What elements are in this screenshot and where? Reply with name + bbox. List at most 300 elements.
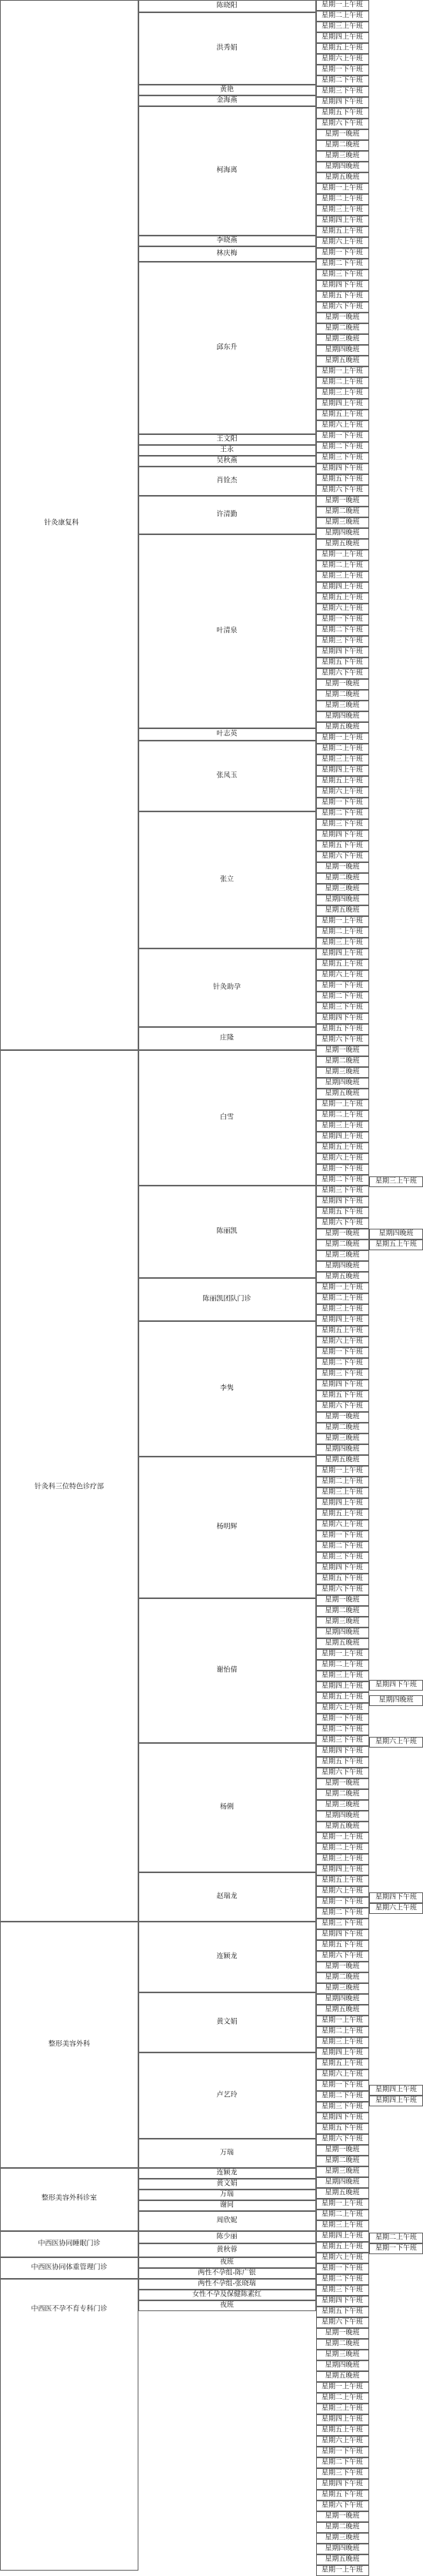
shift-label: 星期六上午班	[321, 238, 364, 246]
shift-label: 星期二晚班	[325, 2156, 360, 2165]
shift-label: 星期三下午班	[321, 87, 364, 95]
doctor-name: 张立	[219, 875, 235, 884]
section-name: 中西医协同体重管理门诊	[31, 2263, 108, 2272]
shift-label: 星期一上午班	[321, 367, 364, 376]
shift-label: 星期四上午班	[321, 400, 364, 408]
extra-shift-label: 星期六上午班	[375, 1904, 418, 1912]
shift-label: 星期五下午班	[321, 1208, 364, 1216]
shift-label: 星期五上午班	[321, 960, 364, 969]
extra-shift-label: 星期四晚班	[378, 1229, 414, 1238]
shift-label: 星期三下午班	[321, 1003, 364, 1012]
shift-label: 星期四上午班	[321, 949, 364, 958]
shift-label: 星期二晚班	[325, 2340, 360, 2348]
shift-label: 星期二下午班	[321, 443, 364, 451]
shift-label: 星期六下午班	[321, 2318, 364, 2327]
shift-label: 星期四上午班	[321, 33, 364, 42]
shift-label: 星期四上午班	[321, 1865, 364, 1874]
shift-label: 星期四晚班	[325, 529, 360, 537]
shift-label: 星期一下午班	[321, 2447, 364, 2456]
shift-label: 星期六上午班	[321, 1337, 364, 1346]
shift-label: 星期一上午班	[321, 734, 364, 742]
shift-label: 星期五上午班	[321, 410, 364, 419]
shift-label: 星期一下午班	[321, 2081, 364, 2089]
shift-label: 星期六上午班	[321, 1521, 364, 1529]
shift-label: 星期五下午班	[321, 2124, 364, 2133]
shift-label: 星期二晚班	[325, 1423, 360, 1432]
shift-label: 星期五上午班	[321, 1876, 364, 1885]
shift-label: 星期三下午班	[321, 1553, 364, 1561]
extra-shift-label: 星期六上午班	[375, 1738, 418, 1746]
shift-label: 星期三上午班	[321, 206, 364, 214]
shift-label: 星期四晚班	[325, 1812, 360, 1820]
shift-label: 星期四下午班	[321, 2113, 364, 2122]
shift-label: 星期三上午班	[321, 1671, 364, 1680]
shift-label: 星期一晚班	[325, 2512, 360, 2521]
shift-label: 星期二晚班	[325, 507, 360, 516]
doctor-name: 陈丽凯团队门诊	[202, 1295, 251, 1303]
doctor-name: 黄秋蓉	[216, 2246, 238, 2254]
shift-label: 星期四下午班	[321, 647, 364, 656]
shift-label: 星期五下午班	[321, 1574, 364, 1583]
shift-label: 星期二上午班	[321, 378, 364, 386]
shift-label: 星期六上午班	[321, 421, 364, 430]
section-name: 中西医协同睡眠门诊	[38, 2240, 101, 2248]
shift-label: 星期一上午班	[321, 2383, 364, 2391]
shift-label: 星期三下午班	[321, 2103, 364, 2111]
shift-label: 星期一晚班	[325, 497, 360, 505]
shift-label: 星期六下午班	[321, 1402, 364, 1410]
shift-label: 星期六上午班	[321, 1154, 364, 1163]
shift-label: 星期六上午班	[321, 55, 364, 63]
shift-label: 星期二上午班	[321, 1477, 364, 1486]
shift-label: 星期二晚班	[325, 1057, 360, 1066]
shift-label: 星期六上午班	[321, 2070, 364, 2079]
shift-label: 星期四下午班	[321, 1014, 364, 1022]
doctor-name: 张凤玉	[216, 771, 238, 780]
shift-label: 星期四上午班	[321, 2049, 364, 2057]
shift-label: 星期四下午班	[321, 1197, 364, 1206]
shift-label: 星期一上午班	[321, 1467, 364, 1475]
shift-label: 星期三下午班	[321, 1370, 364, 1378]
shift-label: 星期三上午班	[321, 389, 364, 397]
shift-label: 星期二上午班	[321, 12, 364, 20]
shift-label: 星期一晚班	[325, 1229, 360, 1238]
shift-label: 星期二下午班	[321, 2458, 364, 2467]
shift-label: 星期四上午班	[321, 2415, 364, 2424]
doctor-name: 庄隆	[219, 1034, 235, 1042]
shift-label: 星期三晚班	[325, 1801, 360, 1809]
shift-label: 星期二上午班	[321, 2210, 364, 2219]
shift-label: 星期一下午班	[321, 432, 364, 440]
doctor-name: 黄艳	[219, 85, 235, 94]
doctor-name: 夜班	[219, 2258, 235, 2267]
shift-label: 星期五上午班	[321, 2059, 364, 2068]
doctor-name: 两性不孕组-陈广银	[198, 2269, 256, 2277]
shift-label: 星期三下午班	[321, 2469, 364, 2477]
shift-label: 星期二晚班	[325, 691, 360, 699]
shift-label: 星期五晚班	[325, 2189, 360, 2197]
shift-label: 星期二上午班	[321, 195, 364, 203]
extra-shift-label: 星期二上午班	[375, 2233, 418, 2242]
shift-label: 星期六下午班	[321, 669, 364, 677]
doctor-name: 万瑞	[219, 2190, 235, 2199]
shift-label: 星期五晚班	[325, 1822, 360, 1831]
shift-label: 星期一下午班	[321, 1165, 364, 1173]
shift-label: 星期六下午班	[321, 2135, 364, 2143]
shift-label: 星期一晚班	[325, 2329, 360, 2337]
shift-label: 星期六上午班	[321, 971, 364, 979]
section-name: 针灸科三位特色诊疗部	[34, 1483, 105, 1491]
doctor-name: 李晓燕	[216, 236, 238, 245]
shift-label: 星期三下午班	[321, 820, 364, 828]
shift-label: 星期二晚班	[325, 1607, 360, 1615]
shift-label: 星期三下午班	[321, 637, 364, 645]
shift-label: 星期六上午班	[321, 1887, 364, 1895]
section-name: 整形美容外科诊室	[41, 2194, 98, 2203]
doctor-name: 陈丽凯	[216, 1227, 238, 1236]
shift-label: 星期三晚班	[325, 2534, 360, 2542]
shift-label: 星期五晚班	[325, 1639, 360, 1648]
shift-label: 星期四上午班	[321, 1132, 364, 1141]
doctor-name: 连颖龙	[216, 1952, 238, 1961]
shift-label: 星期一上午班	[321, 1100, 364, 1109]
shift-label: 星期三上午班	[321, 938, 364, 947]
shift-label: 星期五晚班	[325, 1089, 360, 1098]
shift-label: 星期一下午班	[321, 798, 364, 807]
shift-label: 星期五下午班	[321, 2491, 364, 2499]
shift-label: 星期二下午班	[321, 1542, 364, 1551]
shift-label: 星期二下午班	[321, 2092, 364, 2100]
shift-label: 星期四上午班	[321, 1682, 364, 1691]
shift-label: 星期五上午班	[321, 2426, 364, 2434]
shift-label: 星期五上午班	[321, 777, 364, 785]
section-column-7	[0, 2279, 138, 2571]
shift-label: 星期五晚班	[325, 2372, 360, 2380]
shift-label: 星期三下午班	[321, 2286, 364, 2294]
doctor-name: 杨明辉	[216, 1523, 238, 1531]
shift-label: 星期五下午班	[321, 475, 364, 483]
shift-label: 星期一下午班	[321, 1898, 364, 1906]
shift-label: 星期三晚班	[325, 518, 360, 527]
shift-label: 星期四晚班	[325, 1262, 360, 1270]
shift-label: 星期三上午班	[321, 1488, 364, 1497]
shift-label: 星期三晚班	[325, 1068, 360, 1076]
shift-label: 星期六下午班	[321, 1952, 364, 1960]
shift-label: 星期六下午班	[321, 1585, 364, 1594]
shift-label: 星期四上午班	[321, 216, 364, 225]
shift-label: 星期五晚班	[325, 173, 360, 182]
shift-label: 星期四晚班	[325, 346, 360, 354]
shift-label: 星期三下午班	[321, 1736, 364, 1745]
doctor-name: 两性不孕组-张晓瑞	[198, 2280, 256, 2288]
doctor-name: 谢同	[219, 2201, 235, 2210]
shift-label: 星期三上午班	[321, 755, 364, 764]
doctor-name: 夜班	[219, 2301, 235, 2310]
shift-label: 星期六下午班	[321, 1219, 364, 1227]
shift-label: 星期五晚班	[325, 1456, 360, 1464]
doctor-name: 陈少丽	[216, 2233, 238, 2241]
doctor-name: 柯海离	[216, 166, 238, 175]
shift-label: 星期二下午班	[321, 76, 364, 85]
doctor-name: 女性不孕及保健陈素红	[192, 2290, 262, 2299]
shift-label: 星期三下午班	[321, 1186, 364, 1195]
doctor-name: 连颖龙	[216, 2169, 238, 2177]
shift-label: 星期一上午班	[321, 2016, 364, 2025]
shift-label: 星期五晚班	[325, 723, 360, 731]
shift-label: 星期一晚班	[325, 863, 360, 871]
doctor-name: 邱东升	[216, 343, 238, 352]
shift-label: 星期二下午班	[321, 1359, 364, 1367]
shift-label: 星期二下午班	[321, 1176, 364, 1184]
shift-label: 星期一晚班	[325, 313, 360, 322]
shift-label: 星期二晚班	[325, 2523, 360, 2531]
shift-label: 星期一下午班	[321, 1531, 364, 1540]
shift-label: 星期五上午班	[321, 1510, 364, 1518]
shift-label: 星期三晚班	[325, 1434, 360, 1443]
shift-label: 星期五上午班	[321, 1693, 364, 1701]
extra-shift-label: 星期四晚班	[378, 1696, 414, 1705]
shift-label: 星期二下午班	[321, 1725, 364, 1734]
shift-label: 星期四晚班	[325, 1995, 360, 2003]
shift-label: 星期三晚班	[325, 701, 360, 710]
shift-label: 星期六下午班	[321, 852, 364, 861]
shift-label: 星期六下午班	[321, 2501, 364, 2510]
extra-shift-label: 星期四下午班	[375, 1893, 418, 1902]
shift-label: 星期六上午班	[321, 1704, 364, 1712]
shift-label: 星期二上午班	[321, 1661, 364, 1669]
shift-label: 星期五下午班	[321, 292, 364, 300]
shift-label: 星期一上午班	[321, 917, 364, 925]
doctor-name: 黄文娟	[216, 2180, 238, 2188]
shift-label: 星期五上午班	[321, 44, 364, 52]
shift-label: 星期一晚班	[325, 1046, 360, 1055]
shift-label: 星期五下午班	[321, 1941, 364, 1949]
shift-label: 星期四下午班	[321, 464, 364, 473]
shift-label: 星期二下午班	[321, 992, 364, 1001]
shift-label: 星期二下午班	[321, 626, 364, 634]
shift-label: 星期四下午班	[321, 2480, 364, 2488]
shift-label: 星期五下午班	[321, 109, 364, 117]
shift-label: 星期一晚班	[325, 130, 360, 139]
shift-label: 星期四晚班	[325, 712, 360, 721]
shift-label: 星期四上午班	[321, 2232, 364, 2240]
shift-label: 星期二晚班	[325, 874, 360, 882]
shift-label: 星期一上午班	[321, 184, 364, 192]
doctor-name: 肖铨杰	[216, 477, 238, 485]
shift-label: 星期五下午班	[321, 1391, 364, 1400]
shift-label: 星期三上午班	[321, 2038, 364, 2046]
extra-shift-label: 星期四上午班	[375, 2086, 418, 2094]
shift-label: 星期三晚班	[325, 885, 360, 893]
shift-label: 星期四下午班	[321, 1564, 364, 1572]
shift-label: 星期六下午班	[321, 486, 364, 494]
shift-label: 星期三晚班	[325, 152, 360, 160]
doctor-name: 卢艺玲	[216, 2091, 238, 2099]
shift-label: 星期二晚班	[325, 324, 360, 333]
doctor-name: 谢怡倩	[216, 1666, 238, 1674]
shift-label: 星期二晚班	[325, 141, 360, 149]
shift-label: 星期五下午班	[321, 2307, 364, 2316]
section-name: 中西医不孕不育专科门诊	[31, 2305, 108, 2313]
shift-label: 星期一下午班	[321, 615, 364, 624]
doctor-name: 李隽	[219, 1384, 235, 1393]
shift-label: 星期一晚班	[325, 1596, 360, 1604]
shift-label: 星期三晚班	[325, 1251, 360, 1260]
shift-label: 星期六上午班	[321, 2253, 364, 2262]
shift-label: 星期五晚班	[325, 906, 360, 915]
shift-label: 星期四下午班	[321, 1380, 364, 1389]
shift-label: 星期二上午班	[321, 744, 364, 753]
extra-shift-label: 星期四上午班	[375, 2096, 418, 2105]
extra-shift-label: 星期五上午班	[375, 1240, 418, 1249]
doctor-name: 王永	[219, 446, 235, 454]
shift-label: 星期一下午班	[321, 1715, 364, 1723]
extra-shift-label: 星期三上午班	[375, 1177, 418, 1186]
doctor-name: 吴秋燕	[216, 457, 238, 465]
shift-label: 星期五晚班	[325, 540, 360, 548]
shift-label: 星期五下午班	[321, 841, 364, 850]
shift-label: 星期二上午班	[321, 1111, 364, 1119]
shift-label: 星期二下午班	[321, 259, 364, 268]
shift-label: 星期一晚班	[325, 1779, 360, 1788]
shift-label: 星期一上午班	[321, 2566, 364, 2574]
shift-label: 星期四晚班	[325, 162, 360, 171]
shift-label: 星期四下午班	[321, 98, 364, 106]
doctor-name: 白雪	[219, 1113, 235, 1122]
shift-label: 星期四晚班	[325, 2361, 360, 2370]
shift-label: 星期三晚班	[325, 1618, 360, 1626]
shift-label: 星期四晚班	[325, 2544, 360, 2553]
shift-label: 星期四晚班	[325, 895, 360, 904]
shift-label: 星期五上午班	[321, 2243, 364, 2251]
shift-label: 星期二晚班	[325, 1790, 360, 1798]
doctor-name: 陈晓阳	[216, 2, 238, 10]
shift-label: 星期三上午班	[321, 1305, 364, 1313]
shift-label: 星期六上午班	[321, 2437, 364, 2445]
doctor-name: 林庆梅	[216, 249, 238, 258]
doctor-name: 周欣妮	[216, 2216, 238, 2225]
shift-label: 星期六上午班	[321, 604, 364, 613]
shift-label: 星期二上午班	[321, 1844, 364, 1852]
shift-label: 星期五上午班	[321, 594, 364, 602]
shift-label: 星期六下午班	[321, 1768, 364, 1777]
shift-label: 星期四上午班	[321, 1316, 364, 1324]
shift-label: 星期二晚班	[325, 1973, 360, 1982]
shift-label: 星期一下午班	[321, 1348, 364, 1357]
doctor-name: 杨俐	[219, 1803, 235, 1812]
doctor-name: 叶清泉	[216, 627, 238, 635]
shift-label: 星期三上午班	[321, 572, 364, 580]
shift-label: 星期五上午班	[321, 1326, 364, 1335]
shift-label: 星期三晚班	[325, 1984, 360, 1992]
shift-label: 星期四上午班	[321, 583, 364, 591]
shift-label: 星期二上午班	[321, 561, 364, 570]
shift-label: 星期一上午班	[321, 1650, 364, 1658]
shift-label: 星期四晚班	[325, 1628, 360, 1637]
section-name: 整形美容外科	[48, 2040, 91, 2049]
doctor-name: 万瑞	[219, 2149, 235, 2157]
shift-label: 星期一晚班	[325, 1962, 360, 1971]
shift-label: 星期一晚班	[325, 680, 360, 688]
shift-label: 星期四下午班	[321, 281, 364, 289]
shift-label: 星期一晚班	[325, 1413, 360, 1421]
shift-label: 星期四下午班	[321, 1747, 364, 1755]
shift-label: 星期五下午班	[321, 658, 364, 667]
shift-label: 星期六下午班	[321, 303, 364, 311]
doctor-name: 金海燕	[216, 96, 238, 105]
doctor-name: 叶志英	[216, 730, 238, 738]
shift-label: 星期五晚班	[325, 1273, 360, 1281]
doctor-name: 王文阳	[216, 435, 238, 443]
shift-label: 星期五上午班	[321, 1143, 364, 1152]
shift-label: 星期一上午班	[321, 550, 364, 559]
shift-label: 星期三晚班	[325, 2167, 360, 2176]
shift-label: 星期三上午班	[321, 22, 364, 31]
doctor-name: 黄文娟	[216, 2018, 238, 2026]
shift-label: 星期二下午班	[321, 809, 364, 818]
shift-label: 星期六下午班	[321, 1035, 364, 1044]
shift-label: 星期四上午班	[321, 766, 364, 774]
doctor-name: 针灸助孕	[212, 983, 241, 992]
shift-label: 星期一上午班	[321, 1, 364, 9]
doctor-name: 许清勤	[216, 510, 238, 519]
shift-label: 星期三上午班	[321, 2221, 364, 2230]
section-name: 针灸康复科	[44, 519, 79, 527]
extra-shift-label: 星期四下午班	[375, 1681, 418, 1689]
shift-label: 星期五晚班	[325, 2555, 360, 2564]
shift-label: 星期三下午班	[321, 453, 364, 462]
shift-label: 星期一下午班	[321, 65, 364, 74]
shift-label: 星期三下午班	[321, 1919, 364, 1928]
shift-label: 星期三上午班	[321, 1122, 364, 1130]
extra-shift-label: 星期一下午班	[375, 2244, 418, 2253]
shift-label: 星期一晚班	[325, 2146, 360, 2154]
shift-label: 星期二下午班	[321, 1909, 364, 1917]
shift-label: 星期四上午班	[321, 1499, 364, 1507]
shift-label: 星期三晚班	[325, 2350, 360, 2359]
shift-label: 星期二上午班	[321, 2027, 364, 2036]
shift-label: 星期四下午班	[321, 2297, 364, 2305]
shift-label: 星期一上午班	[321, 1833, 364, 1842]
shift-label: 星期一下午班	[321, 982, 364, 990]
shift-label: 星期二晚班	[325, 1240, 360, 1249]
shift-label: 星期四晚班	[325, 2178, 360, 2186]
shift-label: 星期三上午班	[321, 2404, 364, 2413]
shift-label: 星期三上午班	[321, 1855, 364, 1863]
shift-label: 星期五下午班	[321, 1758, 364, 1766]
shift-label: 星期一上午班	[321, 1283, 364, 1292]
shift-label: 星期三下午班	[321, 270, 364, 279]
shift-label: 星期一下午班	[321, 249, 364, 257]
shift-label: 星期五下午班	[321, 1025, 364, 1033]
shift-label: 星期五晚班	[325, 2006, 360, 2014]
shift-label: 星期五上午班	[321, 227, 364, 236]
shift-label: 星期一下午班	[321, 2264, 364, 2273]
shift-label: 星期二上午班	[321, 2394, 364, 2402]
shift-label: 星期二下午班	[321, 2275, 364, 2283]
shift-label: 星期六下午班	[321, 119, 364, 128]
shift-label: 星期一上午班	[321, 2200, 364, 2208]
doctor-name: 赵瑞龙	[216, 1892, 238, 1901]
shift-label: 星期五晚班	[325, 356, 360, 365]
shift-label: 星期四晚班	[325, 1445, 360, 1454]
shift-label: 星期三晚班	[325, 335, 360, 343]
shift-label: 星期四下午班	[321, 831, 364, 839]
shift-label: 星期二上午班	[321, 1294, 364, 1303]
shift-label: 星期六上午班	[321, 788, 364, 796]
shift-label: 星期四下午班	[321, 1930, 364, 1939]
doctor-name: 洪秀娟	[216, 44, 238, 52]
